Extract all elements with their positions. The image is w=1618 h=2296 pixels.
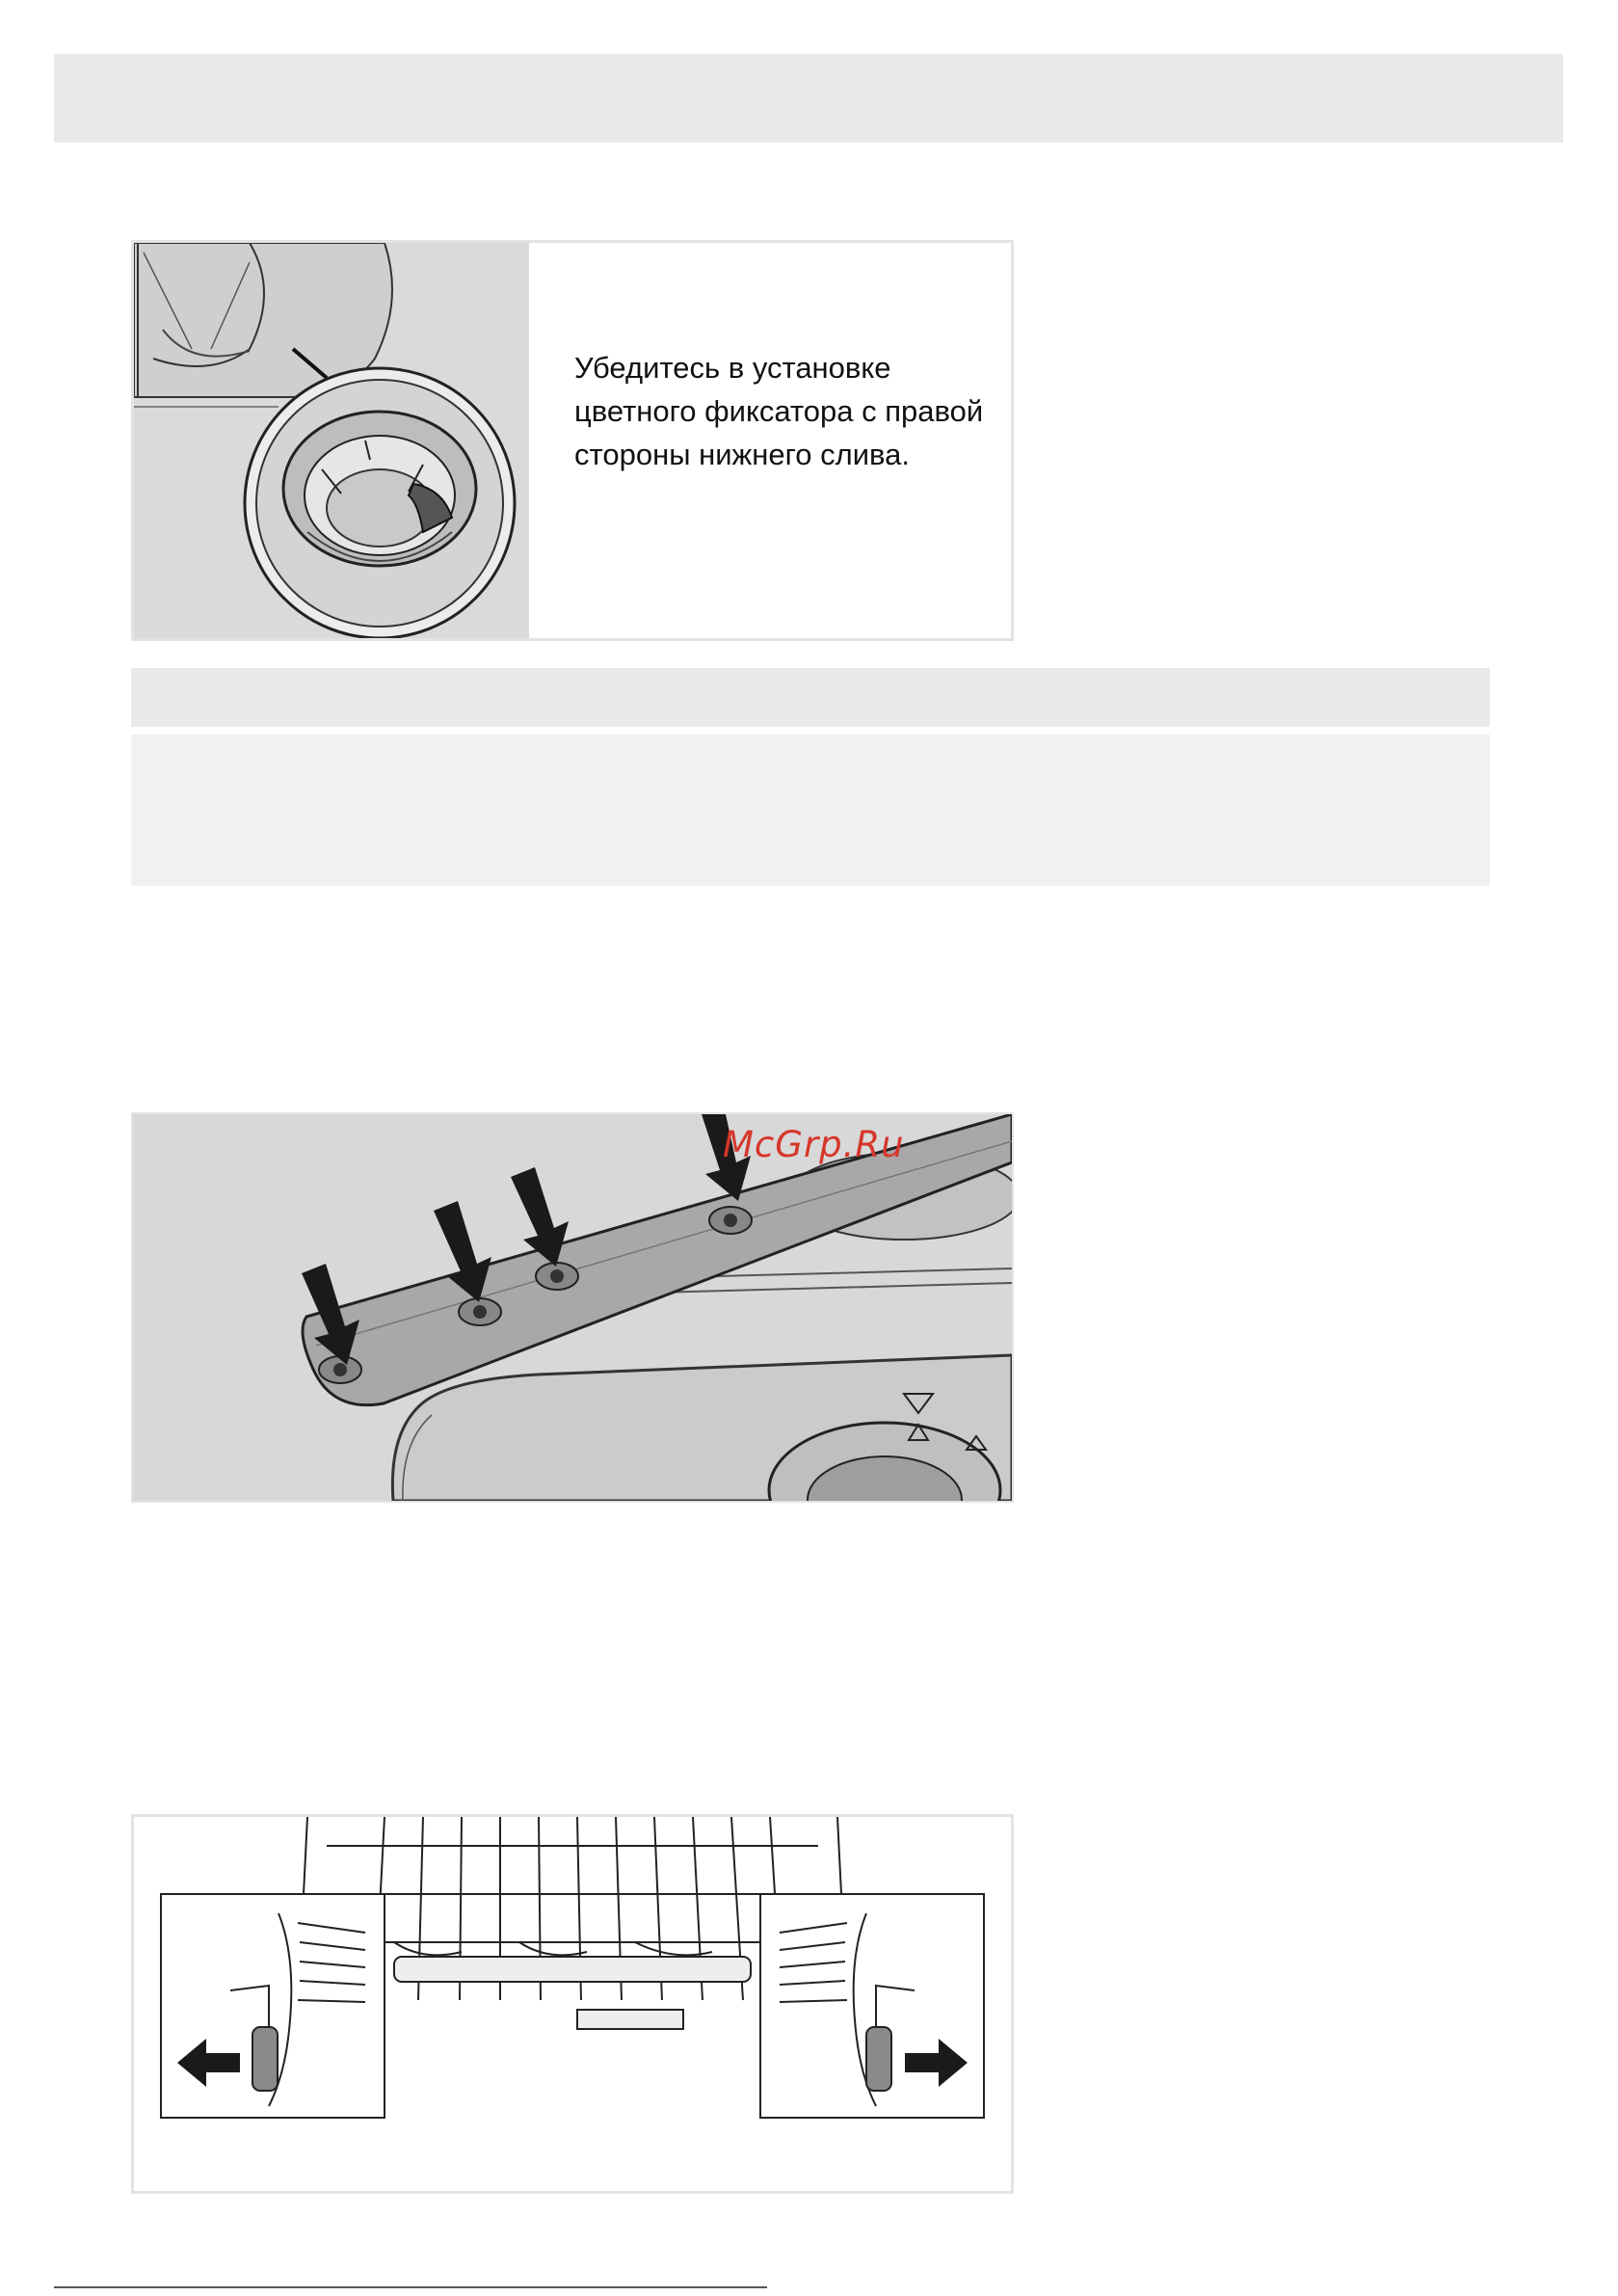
section-heading-band [131,668,1490,727]
watermark-text: McGrp.Ru [723,1124,905,1165]
footer-rule [54,2286,767,2288]
figure-basket-rails [131,1814,1014,2194]
figure1-caption: Убедитесь в установке цветного фиксатора с правой стороны нижнего слива. [574,351,984,471]
note-panel [131,734,1490,886]
figure-drain-latch [131,240,1014,641]
spray-arm-nozzles-illustration [133,1114,1012,1501]
basket-rail-stoppers-illustration [134,1817,1011,2191]
header-band [54,54,1563,143]
figure-spray-arm [131,1112,1014,1503]
drain-filter-latch-illustration [134,243,529,638]
